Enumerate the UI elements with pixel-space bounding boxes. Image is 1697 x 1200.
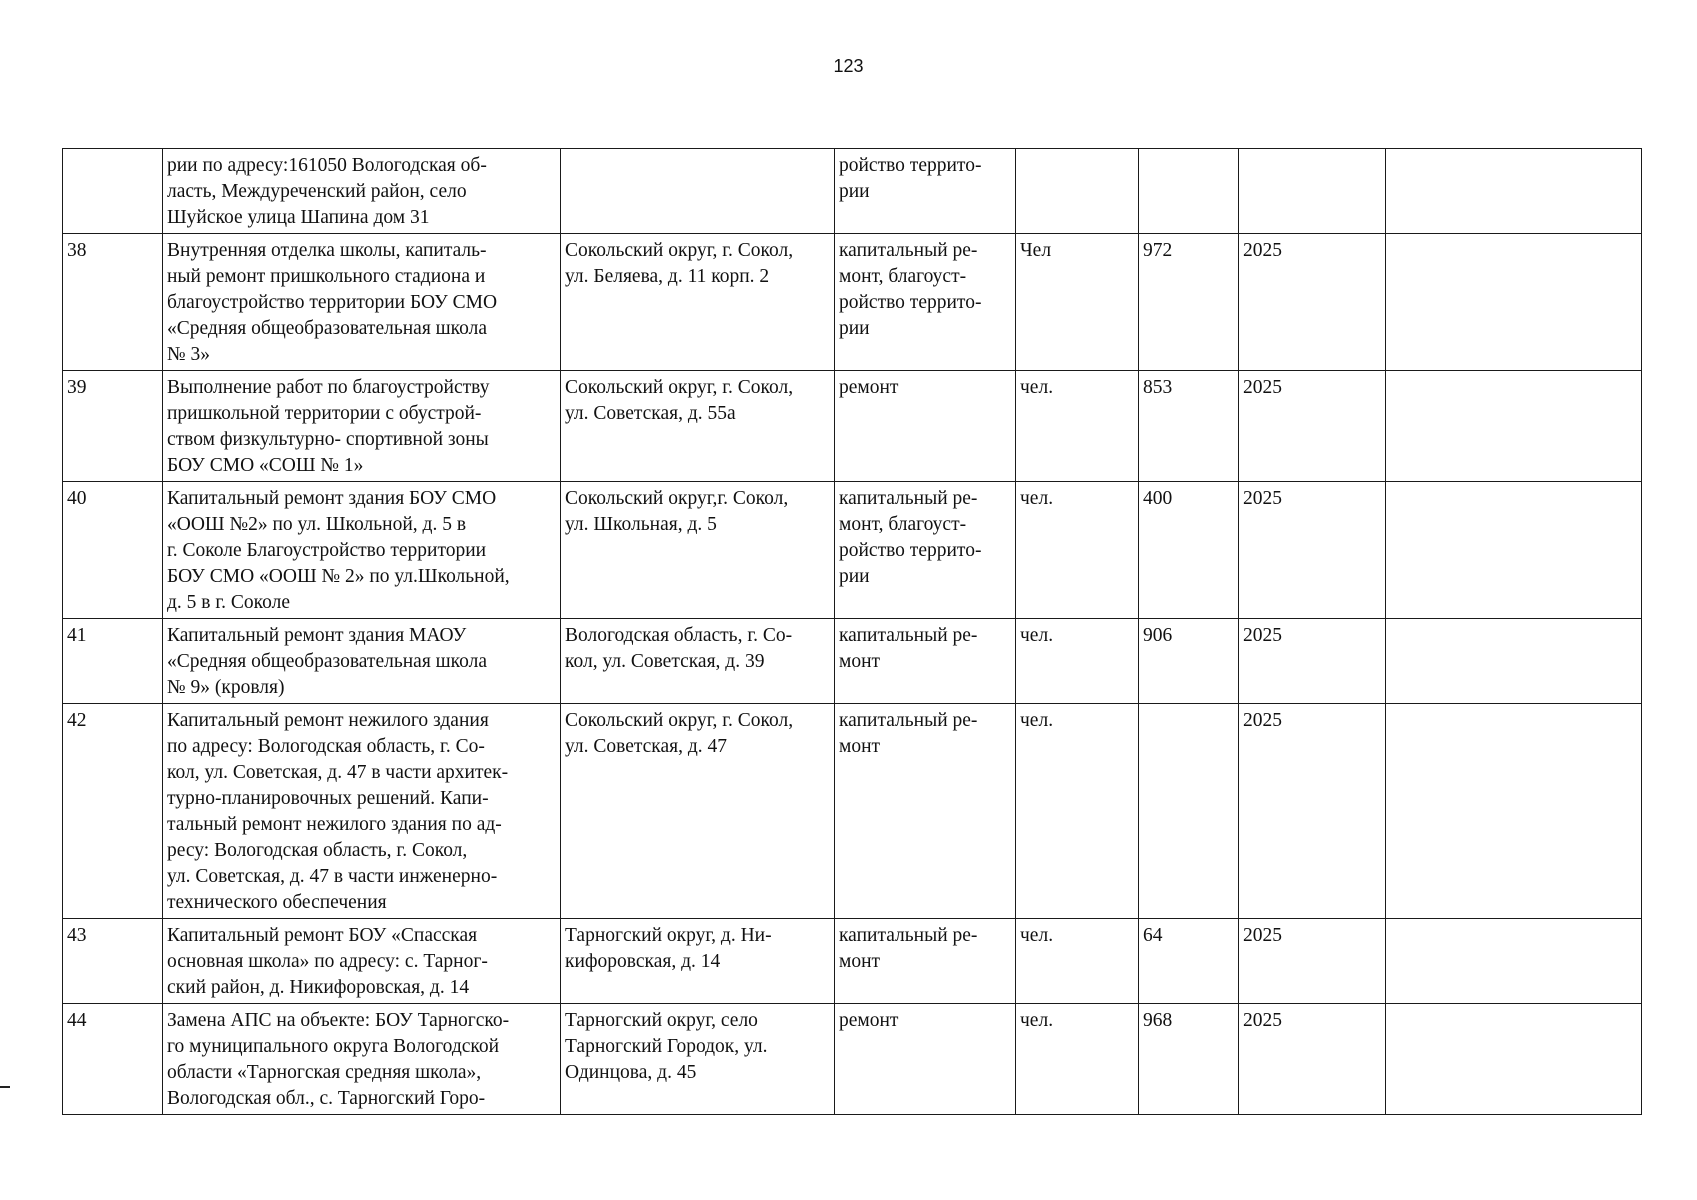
- empty-cell: [1386, 482, 1642, 619]
- unit-cell: Чел: [1016, 234, 1139, 371]
- capacity-cell: [1139, 149, 1239, 234]
- work-type-cell: ремонт: [835, 1004, 1016, 1115]
- empty-cell: [1386, 234, 1642, 371]
- capacity-cell: 853: [1139, 371, 1239, 482]
- address-cell: Тарногский округ, село Тарногский Городок, ул. Одинцова, д. 45: [561, 1004, 835, 1115]
- row-number-cell: 39: [63, 371, 163, 482]
- year-cell: 2025: [1239, 619, 1386, 704]
- row-number-cell: 41: [63, 619, 163, 704]
- row-number-cell: 40: [63, 482, 163, 619]
- capacity-cell: 972: [1139, 234, 1239, 371]
- work-type-cell: ройство террито- рии: [835, 149, 1016, 234]
- table-row: [63, 1004, 1642, 1115]
- capacity-cell: 906: [1139, 619, 1239, 704]
- capacity-cell: [1139, 704, 1239, 919]
- object-name-cell: Замена АПС на объекте: БОУ Тарногско- го муниципального округа Вологодской области «Тарногская средняя школа», Вологодская обл., с. Тарногский Горо-: [163, 1004, 561, 1115]
- table-row: [63, 919, 1642, 1004]
- unit-cell: [1016, 149, 1139, 234]
- margin-mark: [0, 1086, 10, 1088]
- address-cell: [561, 149, 835, 234]
- unit-cell: чел.: [1016, 704, 1139, 919]
- work-type-cell: капитальный ре- монт: [835, 619, 1016, 704]
- empty-cell: [1386, 619, 1642, 704]
- table-row: [63, 371, 1642, 482]
- address-cell: Сокольский округ, г. Сокол, ул. Советская, д. 47: [561, 704, 835, 919]
- year-cell: 2025: [1239, 482, 1386, 619]
- row-number-cell: 42: [63, 704, 163, 919]
- work-type-cell: ремонт: [835, 371, 1016, 482]
- table-row: [63, 482, 1642, 619]
- address-cell: Сокольский округ,г. Сокол, ул. Школьная, д. 5: [561, 482, 835, 619]
- empty-cell: [1386, 704, 1642, 919]
- year-cell: [1239, 149, 1386, 234]
- work-type-cell: капитальный ре- монт, благоуст- ройство террито- рии: [835, 482, 1016, 619]
- year-cell: 2025: [1239, 234, 1386, 371]
- unit-cell: чел.: [1016, 482, 1139, 619]
- empty-cell: [1386, 149, 1642, 234]
- object-name-cell: Капитальный ремонт здания БОУ СМО «ООШ №2» по ул. Школьной, д. 5 в г. Соколе Благоустройство территории БОУ СМО «ООШ № 2» по ул.Школьной, д. 5 в г. Соколе: [163, 482, 561, 619]
- capacity-cell: 968: [1139, 1004, 1239, 1115]
- work-type-cell: капитальный ре- монт: [835, 919, 1016, 1004]
- year-cell: 2025: [1239, 704, 1386, 919]
- capacity-cell: 400: [1139, 482, 1239, 619]
- row-number-cell: 43: [63, 919, 163, 1004]
- capacity-cell: 64: [1139, 919, 1239, 1004]
- work-type-cell: капитальный ре- монт: [835, 704, 1016, 919]
- row-number-cell: 44: [63, 1004, 163, 1115]
- work-type-cell: капитальный ре- монт, благоуст- ройство террито- рии: [835, 234, 1016, 371]
- year-cell: 2025: [1239, 1004, 1386, 1115]
- object-name-cell: рии по адресу:161050 Вологодская об- ласть, Междуреченский район, село Шуйское улица Шапина дом 31: [163, 149, 561, 234]
- unit-cell: чел.: [1016, 919, 1139, 1004]
- year-cell: 2025: [1239, 371, 1386, 482]
- table-row: [63, 704, 1642, 919]
- unit-cell: чел.: [1016, 1004, 1139, 1115]
- table-row: [63, 619, 1642, 704]
- object-name-cell: Капитальный ремонт нежилого здания по адресу: Вологодская область, г. Со- кол, ул. Советская, д. 47 в части архитек- турно-планировочных решений. Капи- тальный ремонт нежилого здания по ад- ресу: Вологодская область, г. Сокол, ул. Советская, д. 47 в части инженерно- технического обеспечения: [163, 704, 561, 919]
- table-row: [63, 149, 1642, 234]
- page-number: 123: [833, 56, 864, 76]
- table-body: [63, 149, 1642, 1115]
- object-name-cell: Капитальный ремонт БОУ «Спасская основная школа» по адресу: с. Тарног- ский район, д. Никифоровская, д. 14: [163, 919, 561, 1004]
- object-name-cell: Внутренняя отделка школы, капиталь- ный ремонт пришкольного стадиона и благоустройство территории БОУ СМО «Средняя общеобразовательная школа № 3»: [163, 234, 561, 371]
- objects-table: [62, 148, 1642, 1115]
- empty-cell: [1386, 1004, 1642, 1115]
- unit-cell: чел.: [1016, 371, 1139, 482]
- row-number-cell: 38: [63, 234, 163, 371]
- empty-cell: [1386, 919, 1642, 1004]
- address-cell: Сокольский округ, г. Сокол, ул. Беляева, д. 11 корп. 2: [561, 234, 835, 371]
- year-cell: 2025: [1239, 919, 1386, 1004]
- address-cell: Сокольский округ, г. Сокол, ул. Советская, д. 55а: [561, 371, 835, 482]
- object-name-cell: Выполнение работ по благоустройству пришкольной территории с обустрой- ством физкультурно- спортивной зоны БОУ СМО «СОШ № 1»: [163, 371, 561, 482]
- address-cell: Тарногский округ, д. Ни- кифоровская, д. 14: [561, 919, 835, 1004]
- address-cell: Вологодская область, г. Со- кол, ул. Советская, д. 39: [561, 619, 835, 704]
- object-name-cell: Капитальный ремонт здания МАОУ «Средняя общеобразовательная школа № 9» (кровля): [163, 619, 561, 704]
- unit-cell: чел.: [1016, 619, 1139, 704]
- row-number-cell: [63, 149, 163, 234]
- table-row: [63, 234, 1642, 371]
- empty-cell: [1386, 371, 1642, 482]
